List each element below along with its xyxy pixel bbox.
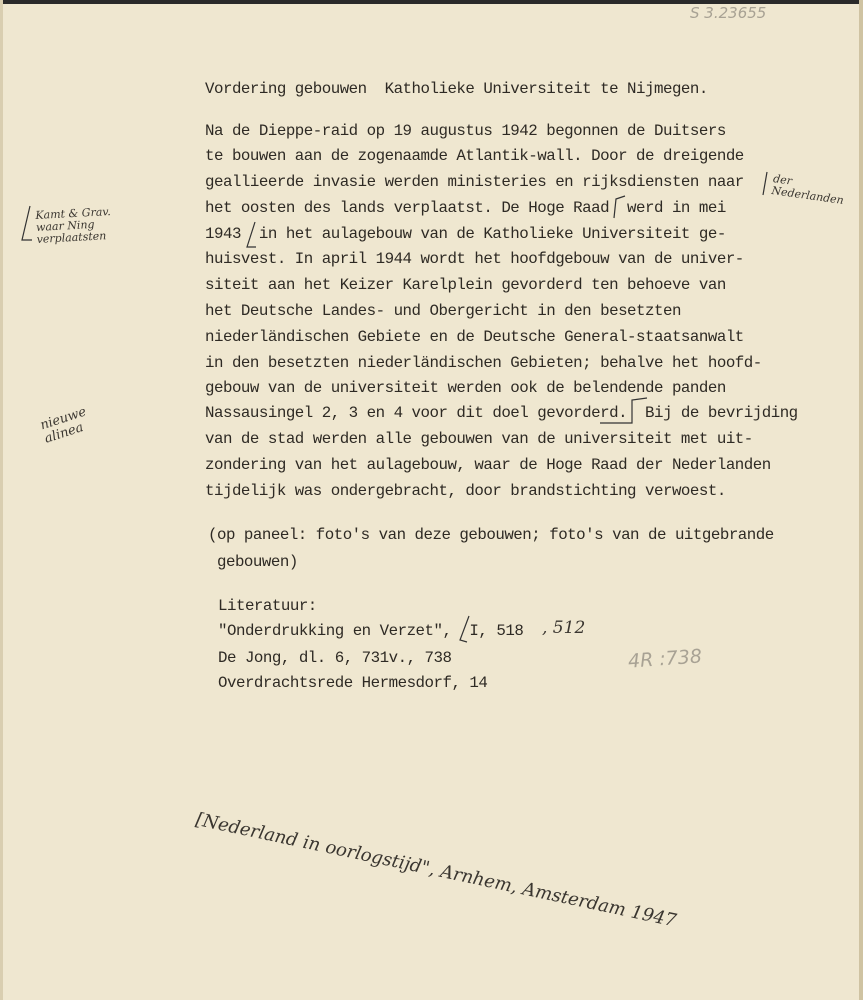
body-line: Na de Dieppe-raid op 19 augustus 1942 begonnen de Duitsers: [205, 122, 726, 140]
body-line: Nassausingel 2, 3 en 4 voor dit doel gevorderd. Bij de bevrijding: [205, 404, 798, 422]
body-line: geallieerde invasie werden ministeries en rijksdiensten naar: [205, 173, 744, 191]
body-line: 1943 in het aulagebouw van de Katholieke Universiteit ge-: [205, 225, 726, 243]
body-line: siteit aan het Keizer Karelplein gevorderd ten behoeve van: [205, 276, 726, 294]
bracket-right-margin: [763, 172, 767, 195]
insertion-mark-hoge-raad: [614, 196, 625, 218]
body-line: tijdelijk was ondergebracht, door brandstichting verwoest.: [205, 482, 726, 500]
literature-item: De Jong, dl. 6, 731v., 738: [218, 649, 452, 667]
archive-number: S 3.23655: [690, 4, 767, 22]
body-line: zondering van het aulagebouw, waar de Hoge Raad der Nederlanden: [205, 456, 771, 474]
body-line: het oosten des lands verplaatst. De Hoge Raad werd in mei: [205, 199, 726, 217]
insertion-mark-1943: [247, 222, 256, 247]
body-line: huisvest. In april 1944 wordt het hoofdgebouw van de univer-: [205, 250, 744, 268]
body-line: het Deutsche Landes- und Obergericht in den besetzten: [205, 302, 681, 320]
paragraph-mark: [600, 398, 647, 423]
pencil-note: 4R :738: [627, 645, 703, 673]
document-title: Vordering gebouwen Katholieke Universiteit te Nijmegen.: [205, 80, 708, 98]
body-line: van de stad werden alle gebouwen van de universiteit met uit-: [205, 430, 753, 448]
panel-note-line: gebouwen): [208, 553, 298, 571]
body-line: te bouwen aan de zogenaamde Atlantik-wall. Door de dreigende: [205, 147, 744, 165]
handwritten-page-addition: , 512: [542, 618, 586, 638]
literature-item: Overdrachtsrede Hermesdorf, 14: [218, 674, 488, 692]
panel-note-line: (op paneel: foto's van deze gebouwen; foto's van de uitgebrande: [208, 526, 774, 544]
body-line: niederländischen Gebiete en de Deutsche General-staatsanwalt: [205, 328, 744, 346]
right-margin-note: der Nederlanden: [770, 172, 845, 208]
bracket-left-margin: [22, 206, 32, 240]
body-line: gebouw van de universiteit werden ook de belendende panden: [205, 379, 726, 397]
left-margin-note: Kamt & Grav. waar Ning verplaatsten: [35, 205, 112, 247]
handwritten-reference: [Nederland in oorlogstijd", Arnhem, Amsterdam 1947: [193, 809, 679, 932]
literature-heading: Literatuur:: [218, 597, 317, 615]
left-margin-note-new-paragraph: nieuwe alinea: [38, 404, 89, 447]
body-line: in den besetzten niederländischen Gebieten; behalve het hoofd-: [205, 354, 762, 372]
literature-item: "Onderdrukking en Verzet", I, 518: [218, 622, 524, 640]
